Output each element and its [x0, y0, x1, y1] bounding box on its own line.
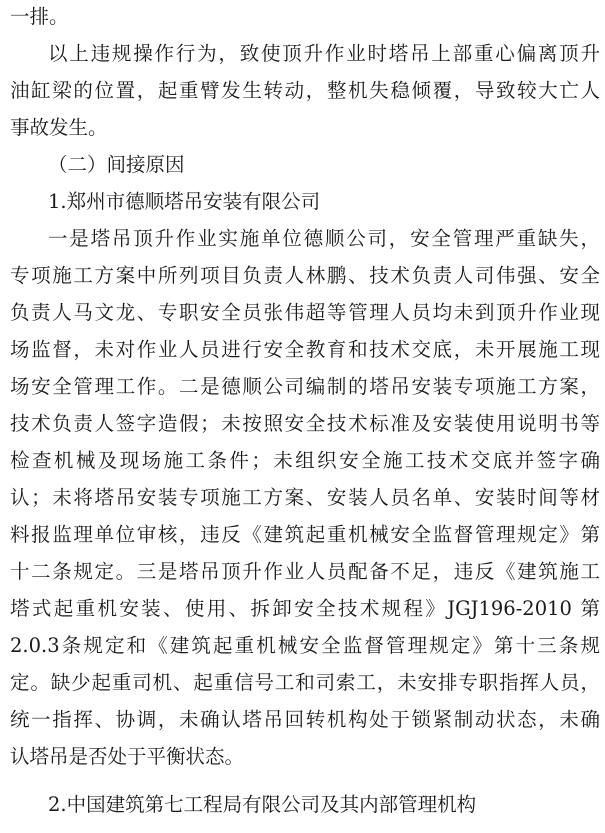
text-line: 检查机械及现场施工条件；未组织安全施工技术交底并签字确 — [10, 449, 600, 472]
text-line: 认塔吊是否处于平衡状态。 — [10, 745, 245, 768]
text-line: 2.0.3条规定和《建筑起重机械安全监督管理规定》第十三条规 — [10, 634, 600, 657]
text-line: 料报监理单位审核，违反《建筑起重机械安全监督管理规定》第 — [10, 523, 600, 546]
text-line: 油缸梁的位置，起重臂发生转动，整机失稳倾覆，导致较大亡人 — [10, 79, 600, 102]
subsection-heading: 1.郑州市德顺塔吊安装有限公司 — [48, 190, 321, 213]
text-line: 认；未将塔吊安装专项施工方案、安装人员名单、安装时间等材 — [10, 486, 600, 509]
text-line: 技术负责人签字造假；未按照安全技术标准及安装使用说明书等 — [10, 412, 600, 435]
text-line: 负责人马文龙、专职安全员张伟超等管理人员均未到顶升作业现 — [10, 301, 600, 324]
text-line: 场安全管理工作。二是德顺公司编制的塔吊安装专项施工方案， — [10, 375, 600, 398]
text-line: 塔式起重机安装、使用、拆卸安全技术规程》JGJ196-2010 第 — [10, 597, 600, 620]
text-line: 一排。 — [10, 5, 69, 28]
text-line: 以上违规操作行为，致使顶升作业时塔吊上部重心偏离顶升 — [48, 42, 600, 65]
text-line: 一是塔吊顶升作业实施单位德顺公司，安全管理严重缺失， — [48, 227, 600, 250]
text-line: 场监督，未对作业人员进行安全教育和技术交底，未开展施工现 — [10, 338, 600, 361]
text-line: 定。缺少起重司机、起重信号工和司索工，未安排专职指挥人员， — [10, 671, 600, 694]
text-line: 事故发生。 — [10, 116, 108, 139]
subsection-heading: 2.中国建筑第七工程局有限公司及其内部管理机构 — [48, 793, 477, 816]
text-line: 十二条规定。三是塔吊顶升作业人员配备不足，违反《建筑施工 — [10, 560, 600, 583]
text-line: 统一指挥、协调，未确认塔吊回转机构处于锁紧制动状态，未确 — [10, 708, 600, 731]
text-line: 专项施工方案中所列项目负责人林鹏、技术负责人司伟强、安全 — [10, 264, 600, 287]
section-heading: （二）间接原因 — [48, 153, 185, 176]
